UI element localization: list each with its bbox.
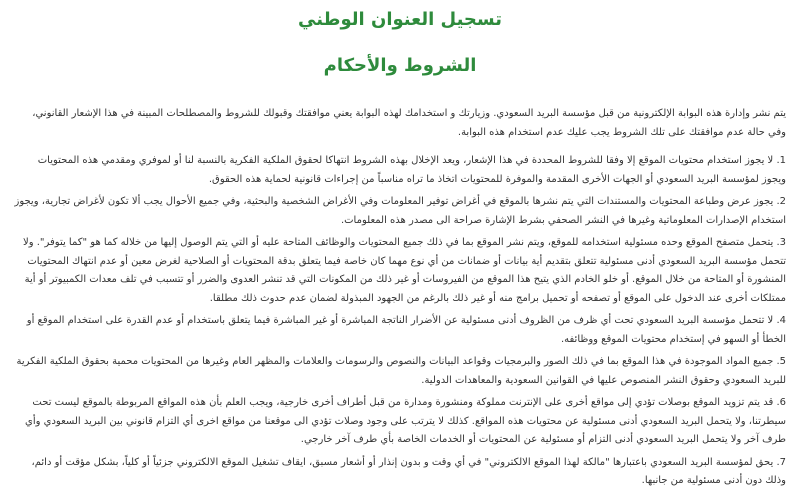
term-item: [14, 394, 786, 450]
term-number: 5.: [776, 356, 786, 367]
term-item: [14, 312, 786, 349]
term-item: [14, 234, 786, 308]
term-number: 1.: [776, 155, 786, 166]
term-text: يحق لمؤسسة البريد السعودي باعتبارها "مالكة لهذا الموقع الالكتروني" في أي وقت و بدون إنذار أو أشعار مسبق، ايقاف تشغيل الموقع الالكتروني جزئياً أو كلياً، بشكل مؤقت أو دائم، وذلك دون أدنى مسئولية من جانبها.: [31, 456, 786, 486]
term-text: لا تتحمل مؤسسة البريد السعودي تحت أي ظرف من الظروف أدنى مسئولية عن الأضرار الناتجة المباشرة أو غير المباشرة فيما يتعلق باستخدام أو عدم القدرة على استخدام الموقع أو الخطأ أو السهو في إستخدام محتويات الموقع ووظائفه.: [26, 315, 786, 345]
term-item: [14, 454, 786, 491]
term-item: [14, 152, 786, 189]
term-text: يتحمل متصفح الموقع وحده مسئولية استخدامه للموقع، ويتم نشر الموقع بما في ذلك جميع المحتويات والوظائف المتاحة عليه أو التي يتم الوصول إليها من خلاله كما هو "كما يتوفر". ولا تتحمل مؤسسة البريد السعودي أدنى مسئولية تتعلق بتقديم أية بيانات أو ضمانات من أي نوع مهما كان خاصة فيما يتعلق بدقة المحتويات أو الصلاحية لغرض معين أو عدم انتهاك المحتويات المنشورة أو المتاحة من خلال الموقع. أو خلو الخادم الذي يتيح هذا الموقع من الفيروسات أو غير ذلك من المكونات التي قد تنشر العدوى والضرر أو تتسبب في تلف معدات الكمبيوتر أو أية ممتلكات أخرى عند الدخول على الموقع أو تصفحه أو تحميل برامج منه أو غير ذلك بالرغم من الجهود المبذولة لضمان عدم حدوث ذلك مطلقا.: [22, 237, 786, 304]
intro-paragraph: يتم نشر وإدارة هذه البوابة الإلكترونية من قبل مؤسسة البريد السعودي. وزيارتك و استخدامك لهذه البوابة يعني موافقتك وقبولك للشروط والمصطلحات المبينة في هذا الإشعار القانوني، وفي حالة عدم موافقتك على تلك الشروط يجب عليك عدم استخدام هذه البوابة.: [32, 108, 786, 138]
term-item: [14, 353, 786, 390]
term-text: يجوز عرض وطباعة المحتويات والمستندات التي يتم نشرها بالموقع في أغراض توفير المعلومات وفي الأغراض الشخصية والبحثية، وفي جميع الأحوال يجب ألا تكون لأغراض تجارية، ويجوز استخدام الإصدارات المعلوماتية وغيرها في النشر الصحفي بشرط الإشارة صراحة الى مصدر هذه المعلومات.: [14, 196, 786, 226]
term-item: [14, 193, 786, 230]
term-text: لا يجوز استخدام محتويات الموقع إلا وفقا للشروط المحددة في هذا الإشعار، ويعد الإخلال بهذه الشروط انتهاكا لحقوق الملكية الفكرية بالنسبة لنا أو لموفري ومقدمي هذه المحتويات ويجوز لمؤسسة البريد السعودي أو الجهات الأخرى المقدمة والموفرة للمحتويات اتخاذ ما تراه مناسباً من إجراءات قانونية لحماية هذه الحقوق.: [37, 155, 786, 185]
page-title: تسجيل العنوان الوطني: [298, 9, 502, 30]
term-number: 2.: [776, 196, 786, 207]
term-text: جميع المواد الموجودة في هذا الموقع بما في ذلك الصور والبرمجيات وقواعد البيانات والنصوص والرسومات والعلامات والمظهر العام وغيرها من المحتويات محمية بحقوق الملكية الفكرية للبريد السعودي وحقوق النشر المنصوص عليها في القوانين السعودية والمعاهدات الدولية.: [16, 356, 786, 386]
terms-list: [14, 152, 786, 491]
term-number: 3.: [776, 237, 786, 248]
page-subtitle: الشروط والأحكام: [323, 55, 477, 76]
term-number: 7.: [776, 456, 786, 468]
term-number: 6.: [776, 397, 786, 408]
term-number: 4.: [776, 315, 786, 326]
term-text: قد يتم تزويد الموقع بوصلات تؤدي إلى مواقع أخرى على الإنترنت مملوكة ومنشورة ومدارة من قبل أطراف أخرى خارجية، ويجب العلم بأن هذه المواقع المربوطة بالموقع ليست تحت سيطرتنا، ولا يتحمل البريد السعودي أدنى مسئولية عن محتويات هذه المواقع. كذلك لا يترتب على وجود وصلات تؤدي الى موقعنا من مواقع اخرى أي التزام قانوني بين البريد السعودي وأي طرف آخر ولا يتحمل البريد السعودي أدنى التزام أو مسئولية عن المحتويات أو الخدمات الخاصة بأي طرف آخر خارجي.: [25, 397, 786, 445]
